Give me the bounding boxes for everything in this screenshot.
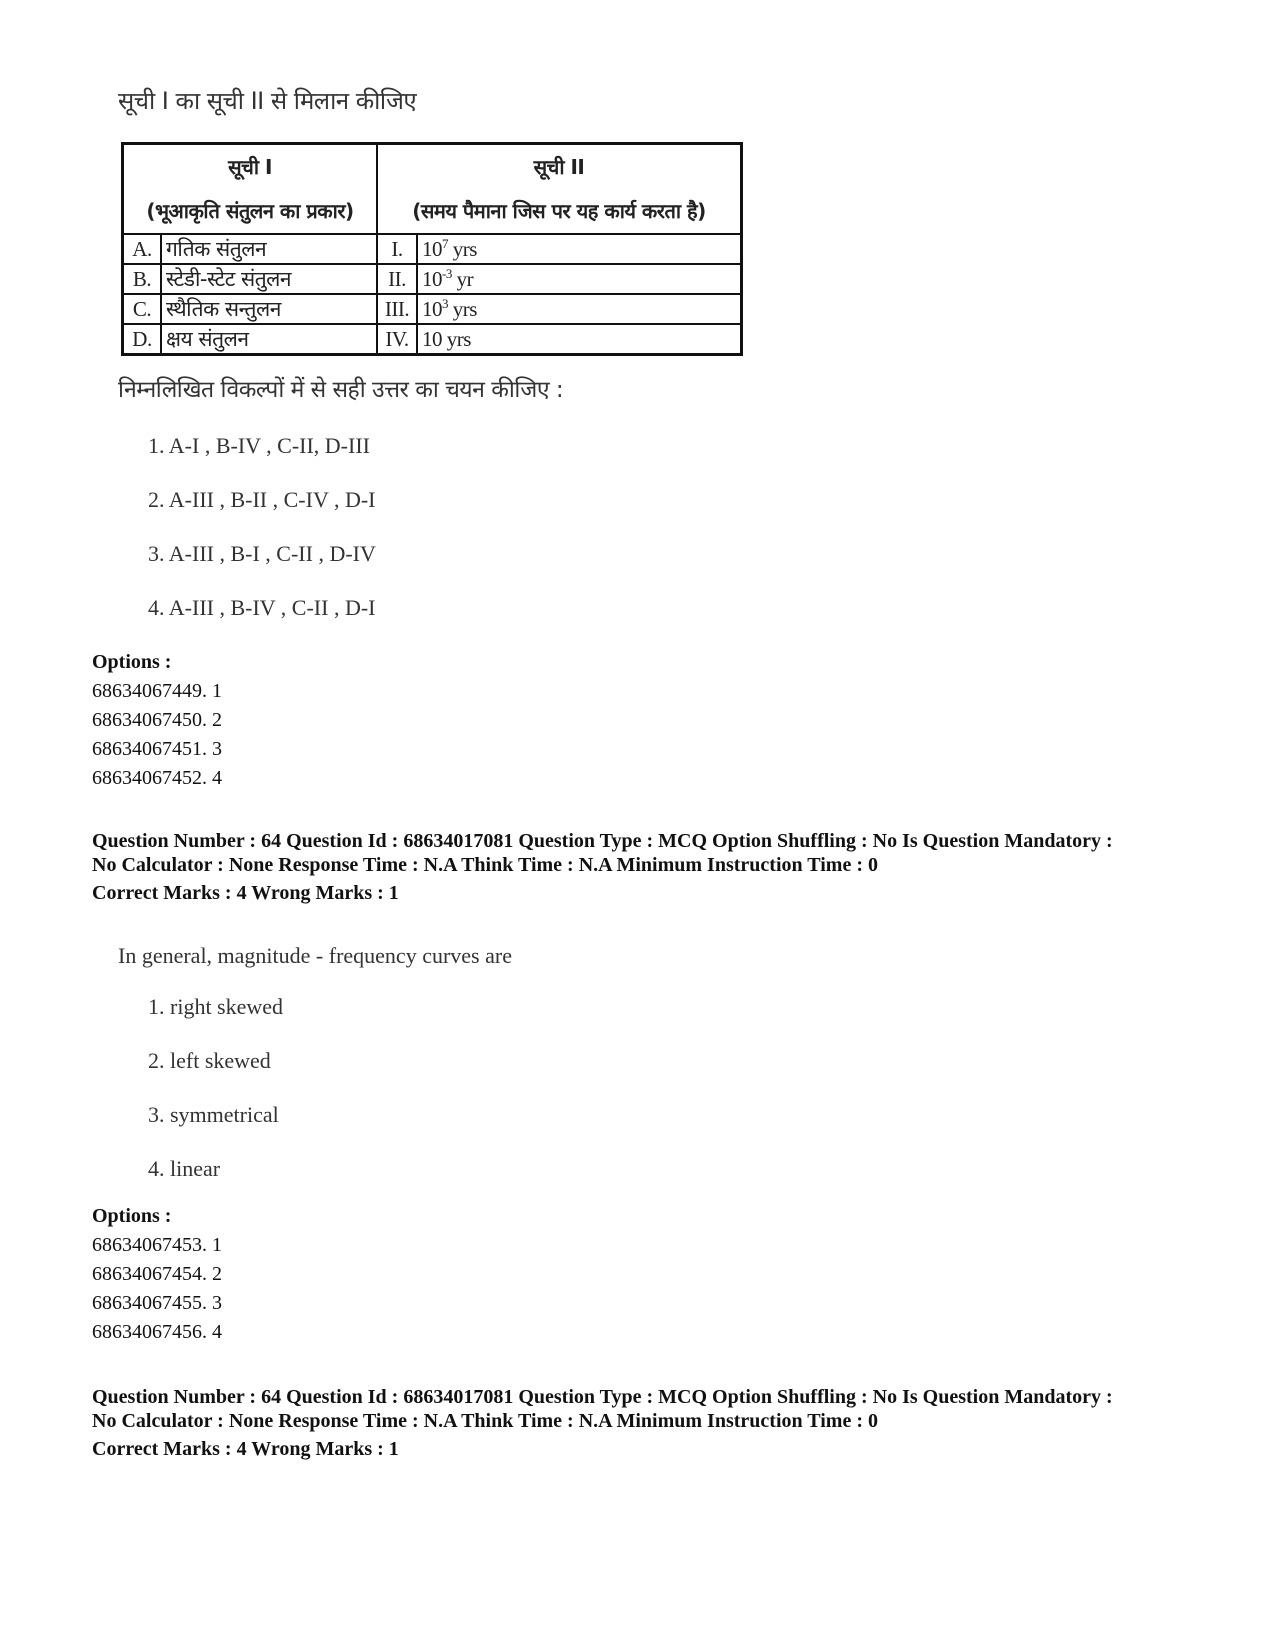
option-item: 68634067454. 2 [92, 1263, 222, 1285]
list-2-header [377, 144, 742, 235]
list-2-subtitle: (समय पैमाना जिस पर यह कार्य करता है) [412, 199, 706, 223]
row-numeral: IV. [377, 324, 417, 355]
row-left-text: स्थैतिक सन्तुलन [161, 294, 377, 324]
marks-line: Correct Marks : 4 Wrong Marks : 1 [92, 1438, 399, 1460]
answer-choice: 3. symmetrical [148, 1102, 279, 1127]
row-right-value: 10 yrs [417, 324, 742, 355]
answer-choice: 1. A-I , B-IV , C-II, D-III [148, 433, 370, 458]
options-list [92, 1202, 222, 1347]
option-item: 68634067452. 4 [92, 767, 222, 789]
table-row [123, 264, 742, 294]
option-item: 68634067455. 3 [92, 1292, 222, 1314]
row-right-value: $10^3$ yrs [417, 294, 742, 324]
table-row [123, 324, 742, 355]
row-label: C. [123, 294, 162, 324]
match-table-header [123, 144, 742, 235]
list-1-subtitle: (भूआकृति संतुलन का प्रकार) [146, 199, 354, 223]
option-item: 68634067456. 4 [92, 1321, 222, 1343]
option-item: 68634067451. 3 [92, 738, 222, 760]
option-item: 68634067453. 1 [92, 1234, 222, 1256]
row-label: B. [123, 264, 162, 294]
match-table [121, 142, 743, 356]
options-title: Options : [92, 1205, 172, 1227]
meta-line: No Calculator : None Response Time : N.A Think Time : N.A Minimum Instruction Time : 0 [92, 854, 878, 876]
table-row [123, 294, 742, 324]
row-right-value: $10^{-3}$ yr [417, 264, 742, 294]
question-intro: सूची I का सूची II से मिलान कीजिए [118, 87, 417, 115]
option-item: 68634067449. 1 [92, 680, 222, 702]
options-title: Options : [92, 651, 172, 673]
question-65-meta [92, 1385, 1242, 1461]
answer-choice: 2. A-III , B-II , C-IV , D-I [148, 487, 376, 512]
row-numeral: I. [377, 234, 417, 264]
question-64-meta [92, 829, 1242, 905]
row-left-text: क्षय संतुलन [161, 324, 377, 355]
options-list [92, 648, 222, 793]
answer-choice: 2. left skewed [148, 1048, 271, 1073]
marks-line: Correct Marks : 4 Wrong Marks : 1 [92, 882, 399, 904]
row-label: A. [123, 234, 162, 264]
answer-choice: 4. A-III , B-IV , C-II , D-I [148, 595, 376, 620]
row-left-text: गतिक संतुलन [161, 234, 377, 264]
meta-line: Question Number : 64 Question Id : 68634017081 Question Type : MCQ Option Shuffling : No Is Question Mandatory : [92, 1386, 1113, 1408]
list-1-header [123, 144, 378, 235]
question-prompt: निम्नलिखित विकल्पों में से सही उत्तर का चयन कीजिए : [118, 377, 564, 403]
row-numeral: III. [377, 294, 417, 324]
meta-line: Question Number : 64 Question Id : 68634017081 Question Type : MCQ Option Shuffling : No Is Question Mandatory : [92, 830, 1113, 852]
option-item: 68634067450. 2 [92, 709, 222, 731]
row-label: D. [123, 324, 162, 355]
answer-choice: 1. right skewed [148, 994, 284, 1019]
answer-choice: 4. linear [148, 1156, 221, 1181]
answer-choice: 3. A-III , B-I , C-II , D-IV [148, 541, 376, 566]
list-1-title: सूची I [228, 155, 272, 179]
row-right-value: $10^7$ yrs [417, 234, 742, 264]
row-numeral: II. [377, 264, 417, 294]
meta-line: No Calculator : None Response Time : N.A Think Time : N.A Minimum Instruction Time : 0 [92, 1410, 878, 1432]
list-2-title: सूची II [533, 155, 585, 179]
table-row [123, 234, 742, 264]
row-left-text: स्टेडी-स्टेट संतुलन [161, 264, 377, 294]
question-text: In general, magnitude - frequency curves are [118, 943, 512, 968]
